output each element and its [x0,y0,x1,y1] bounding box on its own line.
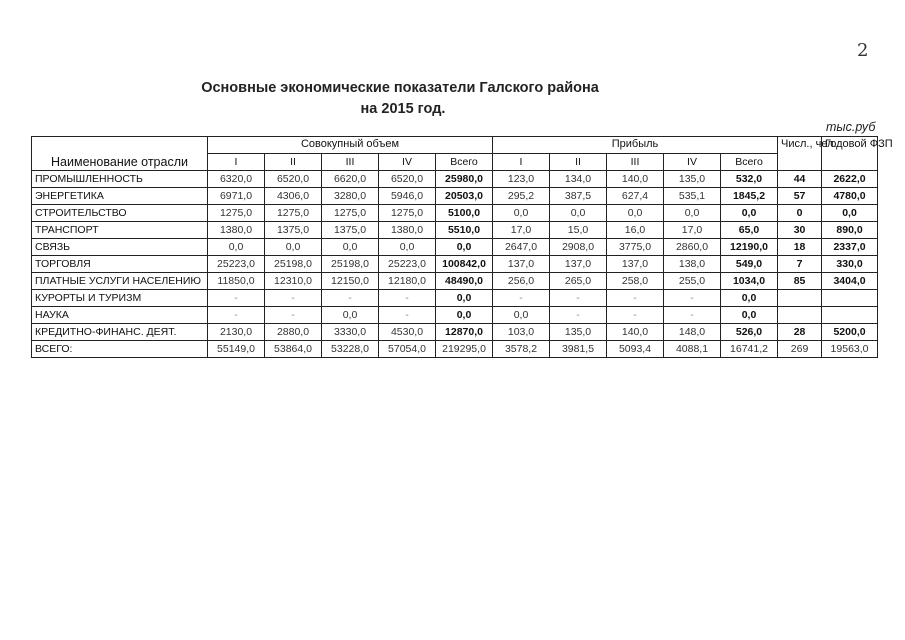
profit-total-cell: 0,0 [721,205,778,222]
volume-q4-cell: 0,0 [379,239,436,256]
header-row-groups [32,137,878,154]
header-name: Наименование отрасли [32,137,208,171]
profit-q4-cell: 148,0 [664,324,721,341]
industry-name: ПЛАТНЫЕ УСЛУГИ НАСЕЛЕНИЮ [32,273,208,290]
header-employees: Числ., чел. [778,137,822,171]
volume-q4-cell: 4530,0 [379,324,436,341]
volume-q4-cell: 6520,0 [379,171,436,188]
profit-total-cell: 526,0 [721,324,778,341]
profit-q1-cell: 123,0 [493,171,550,188]
employees-cell [778,307,822,324]
volume-q2-cell: 0,0 [265,239,322,256]
volume-q1-cell: 6320,0 [208,171,265,188]
volume-q2-cell: 6520,0 [265,171,322,188]
volume-q2-cell: 12310,0 [265,273,322,290]
profit-total-cell: 16741,2 [721,341,778,358]
profit-q1-cell: 137,0 [493,256,550,273]
payroll-cell: 5200,0 [822,324,878,341]
industry-name: ТОРГОВЛЯ [32,256,208,273]
payroll-cell: 330,0 [822,256,878,273]
employees-cell [778,290,822,307]
profit-q2-cell: 137,0 [550,256,607,273]
volume-q3-cell: 12150,0 [322,273,379,290]
header-profit-q1: I [493,154,550,171]
profit-q2-cell: 134,0 [550,171,607,188]
volume-q2-cell: 1275,0 [265,205,322,222]
table-row [32,188,878,205]
profit-q3-cell: 16,0 [607,222,664,239]
header-profit-group: Прибыль [493,137,778,154]
payroll-cell: 19563,0 [822,341,878,358]
volume-total-cell: 25980,0 [436,171,493,188]
profit-q2-cell: 15,0 [550,222,607,239]
profit-q3-cell: 258,0 [607,273,664,290]
volume-total-cell: 5100,0 [436,205,493,222]
profit-q2-cell: 2908,0 [550,239,607,256]
profit-q2-cell: 3981,5 [550,341,607,358]
profit-q4-cell: - [664,290,721,307]
profit-q1-cell: 3578,2 [493,341,550,358]
header-volume-group: Совокупный объем [208,137,493,154]
volume-q1-cell: - [208,290,265,307]
payroll-cell: 2622,0 [822,171,878,188]
table-row [32,222,878,239]
profit-q4-cell: 138,0 [664,256,721,273]
volume-q4-cell: 5946,0 [379,188,436,205]
employees-cell: 0 [778,205,822,222]
profit-q3-cell: - [607,290,664,307]
volume-q3-cell: 1275,0 [322,205,379,222]
payroll-cell: 2337,0 [822,239,878,256]
volume-q3-cell: 3330,0 [322,324,379,341]
volume-q1-cell: 25223,0 [208,256,265,273]
volume-total-cell: 100842,0 [436,256,493,273]
volume-q3-cell: 53228,0 [322,341,379,358]
volume-q3-cell: 0,0 [322,307,379,324]
header-profit-total: Всего [721,154,778,171]
profit-q1-cell: 17,0 [493,222,550,239]
header-volume-total: Всего [436,154,493,171]
page-number: 2 [857,40,869,61]
volume-q2-cell: 4306,0 [265,188,322,205]
payroll-cell [822,307,878,324]
profit-q3-cell: 140,0 [607,171,664,188]
volume-q4-cell: 57054,0 [379,341,436,358]
profit-total-cell: 65,0 [721,222,778,239]
profit-q2-cell: - [550,307,607,324]
profit-q3-cell: 140,0 [607,324,664,341]
volume-total-cell: 20503,0 [436,188,493,205]
profit-q4-cell: 135,0 [664,171,721,188]
volume-q2-cell: - [265,290,322,307]
volume-q1-cell: 11850,0 [208,273,265,290]
profit-q2-cell: 0,0 [550,205,607,222]
industry-name: ЭНЕРГЕТИКА [32,188,208,205]
volume-q4-cell: 12180,0 [379,273,436,290]
profit-q2-cell: 265,0 [550,273,607,290]
volume-q1-cell: 1275,0 [208,205,265,222]
economic-indicators-table [31,136,893,358]
employees-cell: 269 [778,341,822,358]
volume-q3-cell: 1375,0 [322,222,379,239]
payroll-cell: 0,0 [822,205,878,222]
header-volume-q1: I [208,154,265,171]
profit-q1-cell: 0,0 [493,205,550,222]
volume-q1-cell: 2130,0 [208,324,265,341]
industry-name: НАУКА [32,307,208,324]
volume-q2-cell: 25198,0 [265,256,322,273]
table-row [32,307,878,324]
profit-total-cell: 532,0 [721,171,778,188]
volume-total-cell: 219295,0 [436,341,493,358]
table-row [32,290,878,307]
header-volume-q3: III [322,154,379,171]
industry-name: СВЯЗЬ [32,239,208,256]
table-row [32,324,878,341]
employees-cell: 85 [778,273,822,290]
payroll-cell: 3404,0 [822,273,878,290]
profit-q4-cell: 0,0 [664,205,721,222]
payroll-cell [822,290,878,307]
profit-q2-cell: 135,0 [550,324,607,341]
employees-cell: 57 [778,188,822,205]
profit-q3-cell: 5093,4 [607,341,664,358]
volume-total-cell: 5510,0 [436,222,493,239]
industry-name: КУРОРТЫ И ТУРИЗМ [32,290,208,307]
volume-total-cell: 48490,0 [436,273,493,290]
profit-q4-cell: 17,0 [664,222,721,239]
table-row [32,273,878,290]
profit-q1-cell: 103,0 [493,324,550,341]
volume-q1-cell: 55149,0 [208,341,265,358]
header-profit-q2: II [550,154,607,171]
profit-total-cell: 549,0 [721,256,778,273]
header-volume-q4: IV [379,154,436,171]
profit-total-cell: 1034,0 [721,273,778,290]
profit-q4-cell: 535,1 [664,188,721,205]
volume-total-cell: 12870,0 [436,324,493,341]
header-profit-q4: IV [664,154,721,171]
document-subtitle-year: на 2015 год. [360,101,446,117]
profit-q3-cell: 627,4 [607,188,664,205]
profit-total-cell: 0,0 [721,307,778,324]
profit-total-cell: 0,0 [721,290,778,307]
header-payroll: Годовой ФЗП [822,137,878,171]
volume-q3-cell: - [322,290,379,307]
profit-q2-cell: 387,5 [550,188,607,205]
employees-cell: 44 [778,171,822,188]
volume-q2-cell: - [265,307,322,324]
profit-q4-cell: 255,0 [664,273,721,290]
profit-q4-cell: - [664,307,721,324]
volume-q3-cell: 0,0 [322,239,379,256]
profit-q1-cell: 2647,0 [493,239,550,256]
volume-q3-cell: 25198,0 [322,256,379,273]
profit-total-cell: 1845,2 [721,188,778,205]
volume-total-cell: 0,0 [436,290,493,307]
table-row [32,171,878,188]
total-row [32,341,878,358]
table-row [32,239,878,256]
header-volume-q2: II [265,154,322,171]
profit-q3-cell: 137,0 [607,256,664,273]
profit-q1-cell: - [493,290,550,307]
volume-q3-cell: 6620,0 [322,171,379,188]
employees-cell: 28 [778,324,822,341]
volume-q1-cell: 0,0 [208,239,265,256]
profit-q4-cell: 4088,1 [664,341,721,358]
industry-name: КРЕДИТНО-ФИНАНС. ДЕЯТ. [32,324,208,341]
profit-total-cell: 12190,0 [721,239,778,256]
industry-name: ПРОМЫШЛЕННОСТЬ [32,171,208,188]
volume-q3-cell: 3280,0 [322,188,379,205]
volume-q4-cell: 1380,0 [379,222,436,239]
profit-q2-cell: - [550,290,607,307]
volume-q2-cell: 1375,0 [265,222,322,239]
volume-total-cell: 0,0 [436,307,493,324]
profit-q4-cell: 2860,0 [664,239,721,256]
volume-q2-cell: 2880,0 [265,324,322,341]
volume-q4-cell: 1275,0 [379,205,436,222]
table-row [32,256,878,273]
profit-q3-cell: - [607,307,664,324]
profit-q3-cell: 3775,0 [607,239,664,256]
payroll-cell: 890,0 [822,222,878,239]
volume-q4-cell: - [379,307,436,324]
payroll-cell: 4780,0 [822,188,878,205]
profit-q1-cell: 256,0 [493,273,550,290]
volume-q4-cell: - [379,290,436,307]
volume-total-cell: 0,0 [436,239,493,256]
employees-cell: 18 [778,239,822,256]
volume-q4-cell: 25223,0 [379,256,436,273]
profit-q1-cell: 0,0 [493,307,550,324]
employees-cell: 7 [778,256,822,273]
volume-q1-cell: 6971,0 [208,188,265,205]
employees-cell: 30 [778,222,822,239]
profit-q3-cell: 0,0 [607,205,664,222]
volume-q1-cell: - [208,307,265,324]
profit-q1-cell: 295,2 [493,188,550,205]
units-label: тыс.руб [826,120,876,134]
table-row [32,205,878,222]
volume-q1-cell: 1380,0 [208,222,265,239]
industry-name: СТРОИТЕЛЬСТВО [32,205,208,222]
industry-name: ТРАНСПОРТ [32,222,208,239]
industry-name: ВСЕГО: [32,341,208,358]
volume-q2-cell: 53864,0 [265,341,322,358]
document-title: Основные экономические показатели Галского района [201,80,599,96]
header-profit-q3: III [607,154,664,171]
